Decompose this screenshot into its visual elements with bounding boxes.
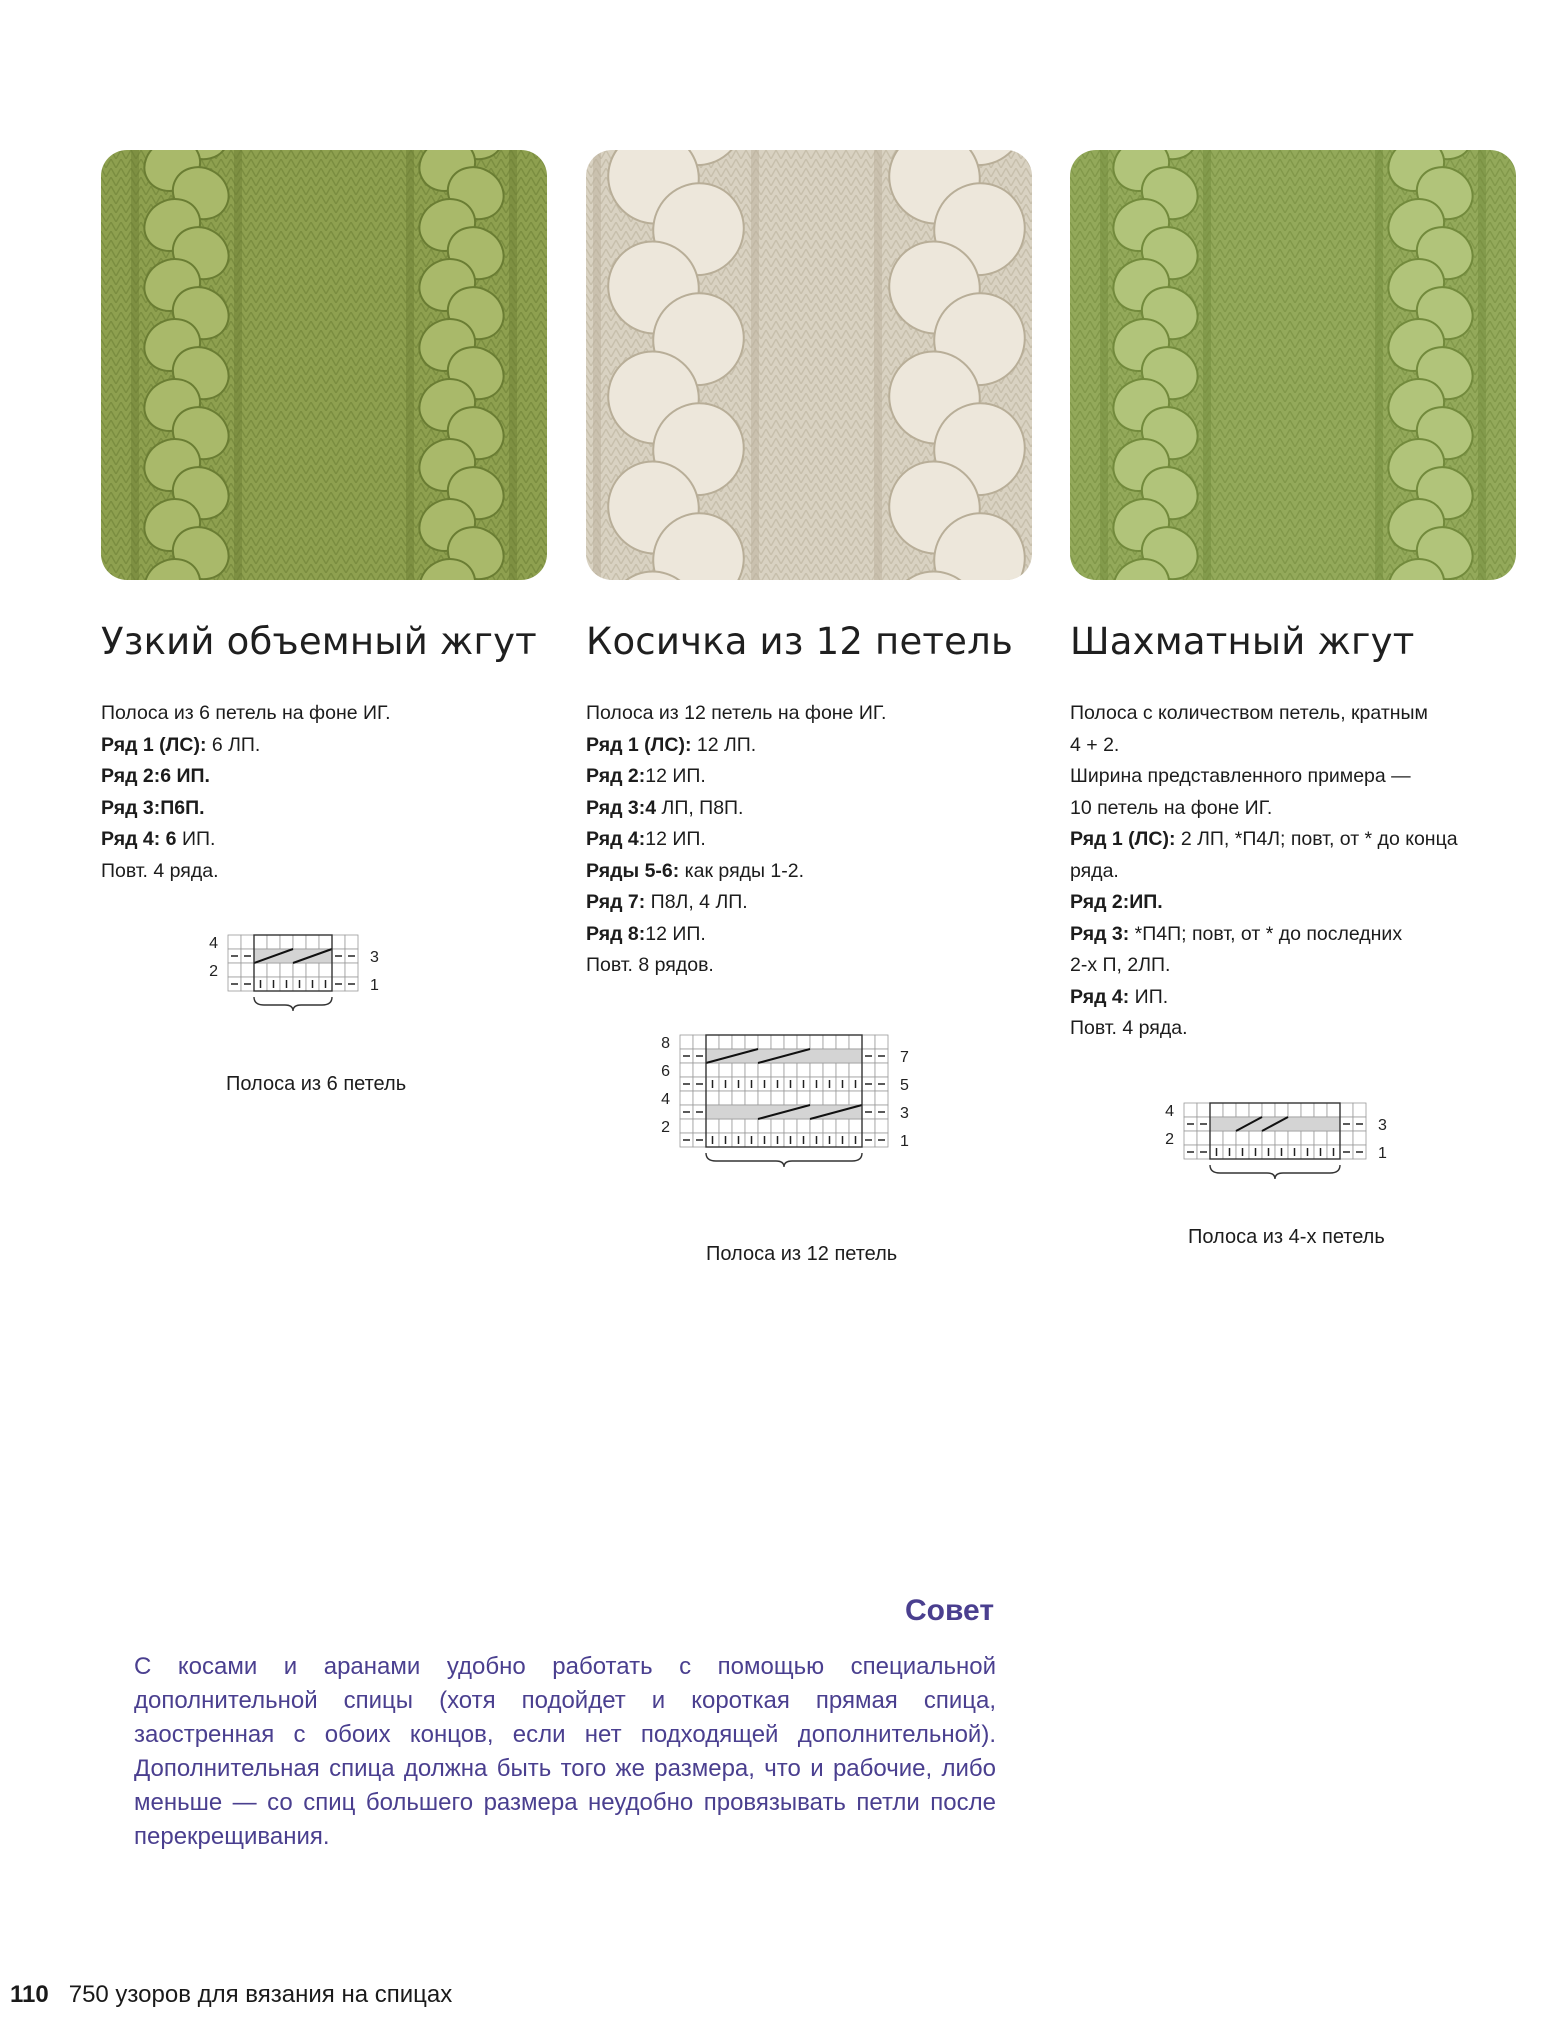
instruction-run: Ряд 3:4 xyxy=(586,796,657,819)
instruction-run: Ряд 4: xyxy=(586,828,646,850)
chart-row-label: 7 xyxy=(900,1049,909,1066)
chart-caption: Полоса из 12 петель xyxy=(706,1243,898,1265)
instruction-line xyxy=(1070,761,1520,793)
swatch-photo-3 xyxy=(1070,150,1516,580)
chart-row-label: 3 xyxy=(1378,1117,1387,1134)
instruction-line xyxy=(586,730,1036,762)
chart-row-label: 2 xyxy=(209,963,218,980)
chart-row-label: 2 xyxy=(1165,1131,1174,1148)
pattern-title: Косичка из 12 петель xyxy=(586,620,1013,663)
pattern-column-3 xyxy=(1070,150,1520,1045)
instruction-line xyxy=(101,730,551,762)
instruction-line xyxy=(1070,1013,1520,1045)
instruction-run: 6 ЛП. xyxy=(206,733,261,756)
instruction-run: 12 ИП. xyxy=(645,765,706,787)
chart-caption: Полоса из 6 петель xyxy=(226,1073,407,1095)
instruction-run: Ряд 4: 6 xyxy=(101,828,177,850)
pattern-column-2 xyxy=(586,150,1036,982)
instruction-run: *П4П; повт, от * до последних xyxy=(1129,922,1403,945)
knitting-chart-2 xyxy=(632,1005,1002,1200)
instruction-line xyxy=(586,793,1036,825)
chart-row-label: 4 xyxy=(1165,1103,1174,1120)
instruction-run: Полоса из 6 петель на фоне ИГ. xyxy=(101,702,391,724)
knitting-chart-1 xyxy=(176,925,476,1049)
instruction-line xyxy=(1070,919,1520,951)
instruction-run: П8Л, 4 ЛП. xyxy=(645,891,748,913)
page-footer xyxy=(10,1981,452,2009)
instruction-run: Ряд 3:П6П. xyxy=(101,796,205,819)
instruction-line xyxy=(1070,793,1520,825)
chart-row-label: 6 xyxy=(661,1063,670,1080)
chart-row-label: 1 xyxy=(1378,1145,1387,1162)
instruction-run: 12 ИП. xyxy=(645,828,706,850)
cable-knit-image xyxy=(586,150,1032,580)
instruction-run: ряда. xyxy=(1070,859,1119,882)
instruction-line xyxy=(586,887,1036,919)
chart-grid xyxy=(176,925,476,1049)
instruction-line xyxy=(1070,950,1520,982)
instruction-run: Ряд 1 (ЛС): xyxy=(1070,828,1176,850)
instruction-run: Ряд 2:6 ИП. xyxy=(101,765,210,787)
instruction-line xyxy=(1070,730,1520,762)
chart-row-label: 3 xyxy=(370,949,379,966)
swatch-photo-1 xyxy=(101,150,547,580)
instruction-run: Повт. 4 ряда. xyxy=(101,859,219,882)
instruction-run: 10 петель на фоне ИГ. xyxy=(1070,796,1273,819)
instruction-run: 12 ЛП. xyxy=(691,733,757,756)
instruction-line xyxy=(1070,887,1520,919)
instruction-line xyxy=(586,698,1036,730)
knitting-chart-3 xyxy=(1108,1075,1468,1201)
chart-grid xyxy=(632,1005,1002,1200)
instruction-run: Ряд 4: xyxy=(1070,985,1130,1008)
pattern-title: Шахматный жгут xyxy=(1070,620,1415,663)
instruction-run: 12 ИП. xyxy=(645,922,706,945)
pattern-column-1 xyxy=(101,150,551,887)
instruction-line xyxy=(101,856,551,888)
instruction-run: ИП. xyxy=(176,828,216,850)
instruction-line xyxy=(586,824,1036,856)
pattern-title: Узкий объемный жгут xyxy=(101,620,537,663)
pattern-instructions xyxy=(1070,698,1520,1045)
instruction-run: Ряд 1 (ЛС): xyxy=(586,733,692,756)
instruction-line xyxy=(101,698,551,730)
instruction-run: 2-х П, 2ЛП. xyxy=(1070,954,1171,976)
instruction-line xyxy=(101,761,551,793)
chart-row-label: 1 xyxy=(370,977,379,994)
instruction-line xyxy=(101,793,551,825)
instruction-run: как ряды 1-2. xyxy=(679,859,805,882)
instruction-run: ИП. xyxy=(1129,985,1169,1008)
instruction-run: Полоса с количеством петель, кратным xyxy=(1070,702,1428,724)
instruction-line xyxy=(1070,824,1520,856)
instruction-run: Повт. 4 ряда. xyxy=(1070,1017,1188,1039)
instruction-run: Полоса из 12 петель на фоне ИГ. xyxy=(586,702,887,724)
chart-row-label: 3 xyxy=(900,1105,909,1122)
tip-heading: Совет xyxy=(905,1594,995,1627)
instruction-run: ЛП, П8П. xyxy=(656,796,744,819)
instruction-run: Повт. 8 рядов. xyxy=(586,954,714,976)
instruction-run: 4 + 2. xyxy=(1070,733,1120,756)
chart-row-label: 8 xyxy=(661,1035,670,1052)
instruction-run: Ряд 8: xyxy=(586,922,646,945)
instruction-line xyxy=(586,950,1036,982)
instruction-line xyxy=(586,856,1036,888)
book-title: 750 узоров для вязания на спицах xyxy=(68,1981,453,2008)
pattern-instructions xyxy=(586,698,1036,982)
instruction-run: Ряд 2: xyxy=(586,765,646,787)
instruction-line xyxy=(1070,856,1520,888)
instruction-run: 2 ЛП, *П4Л; повт, от * до конца xyxy=(1175,828,1458,850)
swatch-photo-2 xyxy=(586,150,1032,580)
instruction-run: Ширина представленного примера — xyxy=(1070,765,1411,787)
chart-row-label: 4 xyxy=(661,1091,670,1108)
chart-row-label: 5 xyxy=(900,1077,909,1094)
instruction-run: Ряд 2:ИП. xyxy=(1070,891,1163,913)
pattern-instructions xyxy=(101,698,551,887)
instruction-line xyxy=(1070,698,1520,730)
instruction-line xyxy=(101,824,551,856)
instruction-run: Ряд 3: xyxy=(1070,922,1130,945)
chart-row-label: 1 xyxy=(900,1133,909,1150)
tip-body: С косами и аранами удобно работать с помощью специальной дополнительной спицы (хотя подойдет и короткая прямая спица, заостренная с обоих концов, если нет подходящей дополнительной). Дополнительная спица должна быть того же размера, что и рабочие, либо меньше — со спиц большего размера неудобно провязывать петли после перекрещивания. xyxy=(134,1653,996,1850)
instruction-line xyxy=(586,761,1036,793)
instruction-run: Ряд 7: xyxy=(586,891,646,913)
chart-row-label: 4 xyxy=(209,935,218,952)
instruction-line xyxy=(1070,982,1520,1014)
cable-knit-image xyxy=(1070,150,1516,580)
chart-row-label: 2 xyxy=(661,1119,670,1136)
chart-grid xyxy=(1108,1075,1468,1201)
cable-knit-image xyxy=(101,150,547,580)
chart-caption: Полоса из 4-х петель xyxy=(1188,1226,1385,1248)
instruction-line xyxy=(586,919,1036,951)
instruction-run: Ряд 1 (ЛС): xyxy=(101,733,207,756)
instruction-run: Ряды 5-6: xyxy=(586,859,680,882)
page-number: 110 xyxy=(10,1981,49,2008)
